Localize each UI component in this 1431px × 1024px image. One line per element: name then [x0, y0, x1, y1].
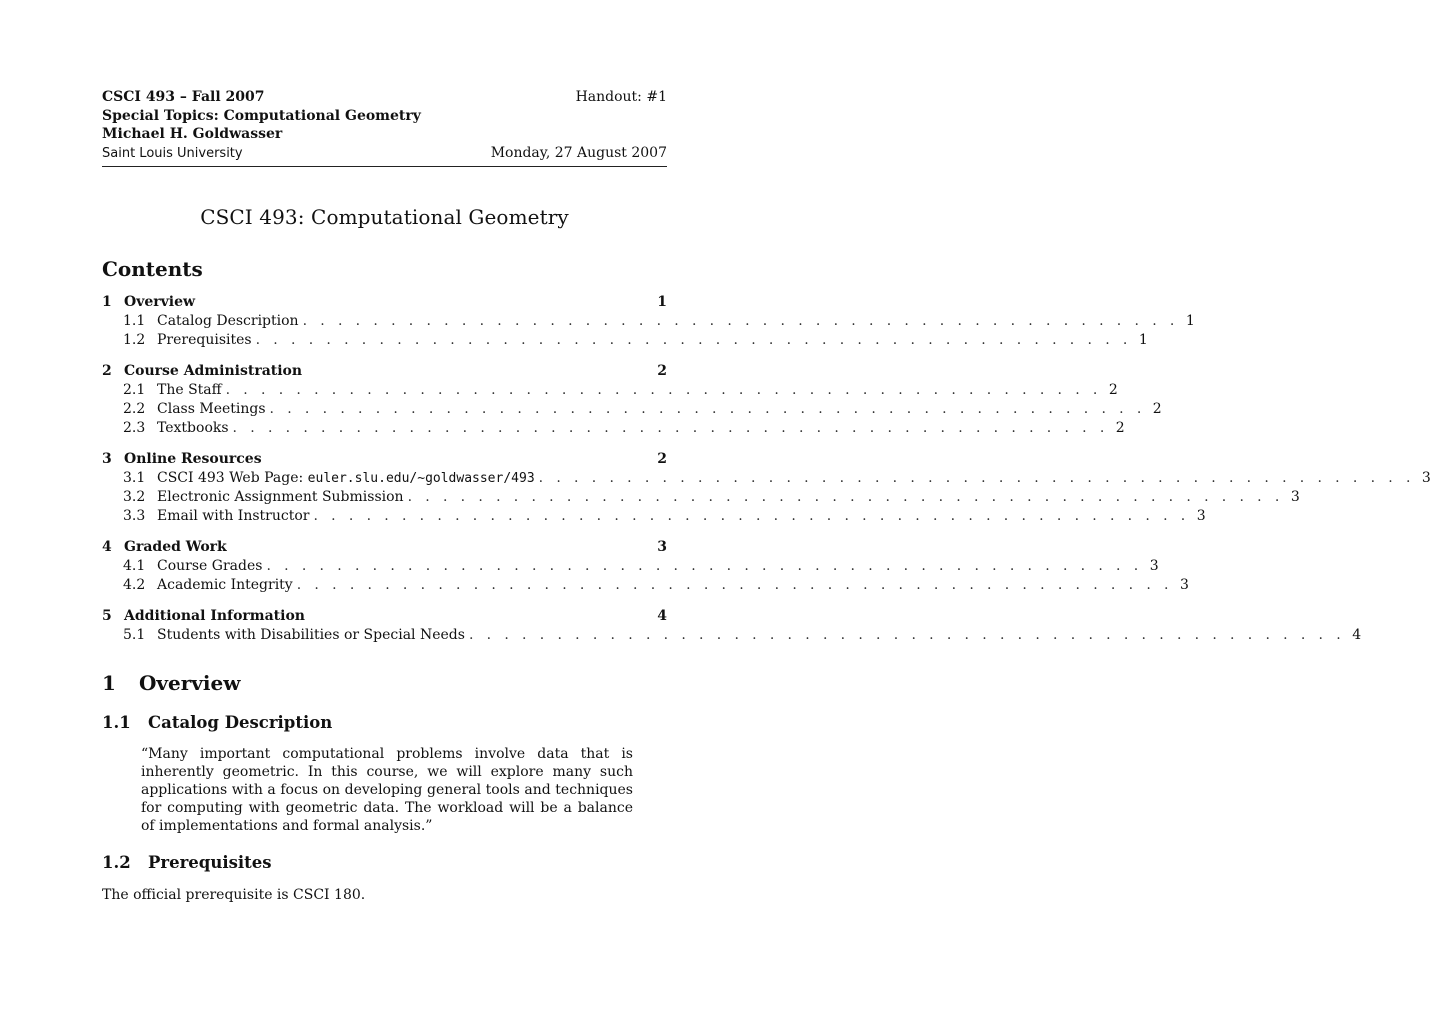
toc-page: 4 [657, 608, 667, 624]
toc-page: 1 [1185, 313, 1195, 329]
toc-label-text: Academic Integrity [157, 577, 293, 593]
toc-number: 1.1 [123, 313, 146, 329]
toc-url: euler.slu.edu/~goldwasser/493 [307, 471, 535, 486]
institution-line: Saint Louis University [102, 145, 243, 161]
toc-subentry[interactable] [102, 488, 1300, 507]
toc-number: 3.2 [123, 489, 146, 505]
toc-label-text: Electronic Assignment Submission [157, 489, 404, 505]
table-of-contents [102, 293, 1431, 645]
toc-page: 1 [657, 294, 667, 310]
toc-entry[interactable] [102, 450, 667, 469]
toc-label [157, 381, 222, 400]
toc-number: 4.1 [123, 558, 146, 574]
toc-page: 1 [1138, 332, 1148, 348]
toc-label: Graded Work [124, 539, 227, 555]
toc-dot-leader: . . . . . . . . . . . . . . . . . . . . . . . . . . . . . . . . . . . . . . . . . . . . . . . . . . [266, 558, 1143, 574]
course-line: CSCI 493 – Fall 2007 [102, 89, 265, 105]
catalog-description-quote: “Many important computational problems involve data that is inherently geometric. In this course, we will explore many such applications with a focus on developing general tools and techniques for computing with geometric data. The workload will be a balance of implementations and formal analysis.” [141, 746, 633, 834]
toc-page: 3 [1179, 577, 1189, 593]
toc-label [157, 576, 293, 595]
toc-subentry[interactable] [102, 557, 1159, 576]
toc-section [102, 538, 1189, 595]
subsection-title: Prerequisites [148, 853, 272, 872]
toc-label [157, 557, 262, 576]
author-line: Michael H. Goldwasser [102, 126, 283, 142]
toc-number: 5.1 [123, 627, 146, 643]
toc-section [102, 293, 1195, 350]
toc-label: Overview [124, 294, 196, 310]
toc-subentry[interactable] [102, 381, 1118, 400]
toc-section [102, 362, 1162, 438]
subsection-title: Catalog Description [148, 713, 333, 732]
subsection-number: 1.2 [102, 853, 131, 872]
toc-number: 2.2 [123, 401, 146, 417]
prerequisites-text: The official prerequisite is CSCI 180. [102, 887, 366, 903]
document-title: CSCI 493: Computational Geometry [200, 205, 569, 229]
subsection-number: 1.1 [102, 713, 131, 732]
toc-number: 2.1 [123, 382, 146, 398]
toc-dot-leader: . . . . . . . . . . . . . . . . . . . . . . . . . . . . . . . . . . . . . . . . . . . . . . . . . . [225, 382, 1102, 398]
toc-page: 3 [657, 539, 667, 555]
topic-line: Special Topics: Computational Geometry [102, 107, 421, 124]
toc-label [157, 419, 229, 438]
toc-subentry[interactable] [102, 507, 1206, 526]
subsection-heading-prerequisites [102, 853, 667, 872]
toc-label-text: CSCI 493 Web Page: [157, 470, 308, 486]
toc-label-text: Class Meetings [157, 401, 266, 417]
toc-label-text: The Staff [157, 382, 222, 398]
toc-label [157, 626, 465, 645]
toc-subentry[interactable] [102, 576, 1189, 595]
toc-label [157, 331, 252, 350]
toc-subentry[interactable] [102, 626, 1362, 645]
toc-subentry[interactable] [102, 419, 1125, 438]
toc-page: 4 [1352, 627, 1362, 643]
toc-number: 5 [102, 608, 112, 624]
toc-entry[interactable] [102, 538, 667, 557]
toc-section [102, 450, 1431, 526]
toc-number: 1 [102, 294, 112, 310]
toc-label [157, 400, 266, 419]
toc-page: 2 [1152, 401, 1162, 417]
toc-dot-leader: . . . . . . . . . . . . . . . . . . . . . . . . . . . . . . . . . . . . . . . . . . . . . . . . . . [302, 313, 1179, 329]
toc-number: 2 [102, 363, 112, 379]
toc-subentry[interactable] [102, 331, 1148, 350]
toc-number: 3.1 [123, 470, 146, 486]
toc-label [157, 507, 309, 526]
toc-page: 2 [1108, 382, 1118, 398]
toc-label [157, 469, 535, 488]
toc-number: 4.2 [123, 577, 146, 593]
toc-subentry[interactable] [102, 469, 1431, 488]
toc-section [102, 607, 1362, 645]
toc-page: 3 [1421, 470, 1431, 486]
toc-dot-leader: . . . . . . . . . . . . . . . . . . . . . . . . . . . . . . . . . . . . . . . . . . . . . . . . . . [232, 420, 1109, 436]
header-rule [102, 166, 667, 167]
toc-page: 3 [1290, 489, 1300, 505]
toc-subentry[interactable] [102, 400, 1162, 419]
toc-label-text: Course Grades [157, 558, 263, 574]
toc-number: 2.3 [123, 420, 146, 436]
toc-dot-leader: . . . . . . . . . . . . . . . . . . . . . . . . . . . . . . . . . . . . . . . . . . . . . . . . . . [407, 489, 1284, 505]
toc-number: 3 [102, 451, 112, 467]
toc-entry[interactable] [102, 607, 667, 626]
handout-header [102, 88, 667, 167]
toc-page: 2 [657, 363, 667, 379]
toc-page: 3 [1196, 508, 1206, 524]
toc-number: 1.2 [123, 332, 146, 348]
date-line: Monday, 27 August 2007 [490, 144, 667, 161]
toc-entry[interactable] [102, 293, 667, 312]
toc-number: 4 [102, 539, 112, 555]
toc-label: Online Resources [124, 451, 262, 467]
toc-label-text: Email with Instructor [157, 508, 310, 524]
subsection-heading-catalog [102, 713, 667, 732]
toc-label [157, 488, 404, 507]
toc-label-text: Prerequisites [157, 332, 252, 348]
toc-dot-leader: . . . . . . . . . . . . . . . . . . . . . . . . . . . . . . . . . . . . . . . . . . . . . . . . . . [296, 577, 1173, 593]
section-number: 1 [102, 671, 116, 695]
toc-label-text: Students with Disabilities or Special Needs [157, 627, 465, 643]
contents-heading: Contents [102, 257, 203, 281]
handout-number: Handout: #1 [575, 89, 667, 105]
section-title: Overview [139, 671, 241, 695]
toc-dot-leader: . . . . . . . . . . . . . . . . . . . . . . . . . . . . . . . . . . . . . . . . . . . . . . . . . . [313, 508, 1190, 524]
toc-label-text: Textbooks [157, 420, 229, 436]
toc-number: 3.3 [123, 508, 146, 524]
toc-label: Additional Information [124, 608, 305, 624]
toc-page: 2 [657, 451, 667, 467]
toc-dot-leader: . . . . . . . . . . . . . . . . . . . . . . . . . . . . . . . . . . . . . . . . . . . . . . . . . . [538, 470, 1415, 486]
toc-dot-leader: . . . . . . . . . . . . . . . . . . . . . . . . . . . . . . . . . . . . . . . . . . . . . . . . . . [255, 332, 1132, 348]
section-heading-overview [102, 671, 667, 695]
toc-page: 3 [1149, 558, 1159, 574]
toc-dot-leader: . . . . . . . . . . . . . . . . . . . . . . . . . . . . . . . . . . . . . . . . . . . . . . . . . . [468, 627, 1346, 643]
toc-dot-leader: . . . . . . . . . . . . . . . . . . . . . . . . . . . . . . . . . . . . . . . . . . . . . . . . . . [269, 401, 1146, 417]
toc-entry[interactable] [102, 362, 667, 381]
toc-label [157, 312, 299, 331]
toc-subentry[interactable] [102, 312, 1195, 331]
toc-label-text: Catalog Description [157, 313, 299, 329]
toc-page: 2 [1115, 420, 1125, 436]
toc-label: Course Administration [124, 363, 303, 379]
document-page [102, 88, 1431, 904]
